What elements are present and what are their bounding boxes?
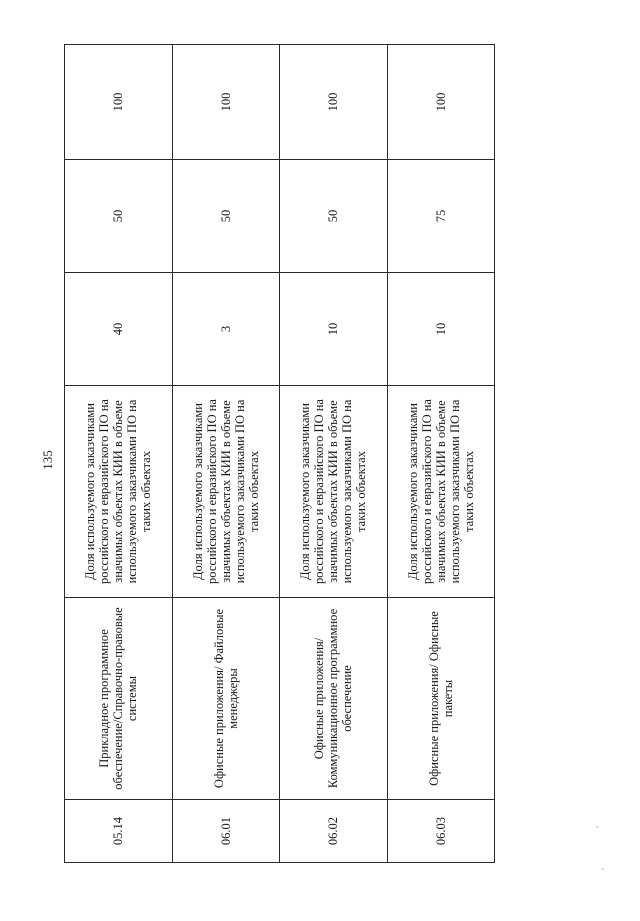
row-code-cell: 06.03	[387, 800, 495, 863]
value-cell-2: 50	[172, 160, 280, 273]
value-cell-3: 100	[65, 45, 173, 160]
indicator-table	[64, 44, 495, 863]
indicator-cell: Доля используемого заказчиками российского и евразийского ПО на значимых объектах КИИ в объеме используемого заказчиками ПО на таких объектах	[280, 386, 388, 598]
scan-speck	[602, 868, 604, 870]
category-cell: Офисные приложения/ Офисные пакеты	[387, 598, 495, 800]
value-cell-2: 75	[387, 160, 495, 273]
value-cell-1: 40	[65, 273, 173, 386]
table-row	[280, 45, 388, 863]
rotated-table-wrapper	[64, 45, 495, 863]
value-cell-2: 50	[280, 160, 388, 273]
document-table-area	[64, 45, 495, 863]
indicator-cell: Доля используемого заказчиками российского и евразийского ПО на значимых объектах КИИ в объеме используемого заказчиками ПО на таких объектах	[172, 386, 280, 598]
category-cell: Офисные приложения/ Файловые менеджеры	[172, 598, 280, 800]
category-cell: Прикладное программное обеспечение/Справочно-правовые системы	[65, 598, 173, 800]
value-cell-3: 100	[280, 45, 388, 160]
value-cell-1: 3	[172, 273, 280, 386]
scan-speck	[596, 826, 598, 828]
indicator-cell: Доля используемого заказчиками российского и евразийского ПО на значимых объектах КИИ в объеме используемого заказчиками ПО на таких объектах	[387, 386, 495, 598]
row-code-cell: 06.01	[172, 800, 280, 863]
category-cell: Офисные приложения/ Коммуникационное программное обеспечение	[280, 598, 388, 800]
value-cell-2: 50	[65, 160, 173, 273]
value-cell-1: 10	[280, 273, 388, 386]
table-row	[387, 45, 495, 863]
value-cell-3: 100	[172, 45, 280, 160]
table-row	[65, 45, 173, 863]
value-cell-3: 100	[387, 45, 495, 160]
table-row	[172, 45, 280, 863]
page-number: 135	[40, 450, 55, 470]
value-cell-1: 10	[387, 273, 495, 386]
indicator-cell: Доля используемого заказчиками российского и евразийского ПО на значимых объектах КИИ в объеме используемого заказчиками ПО на таких объектах	[65, 386, 173, 598]
row-code-cell: 05.14	[65, 800, 173, 863]
row-code-cell: 06.02	[280, 800, 388, 863]
